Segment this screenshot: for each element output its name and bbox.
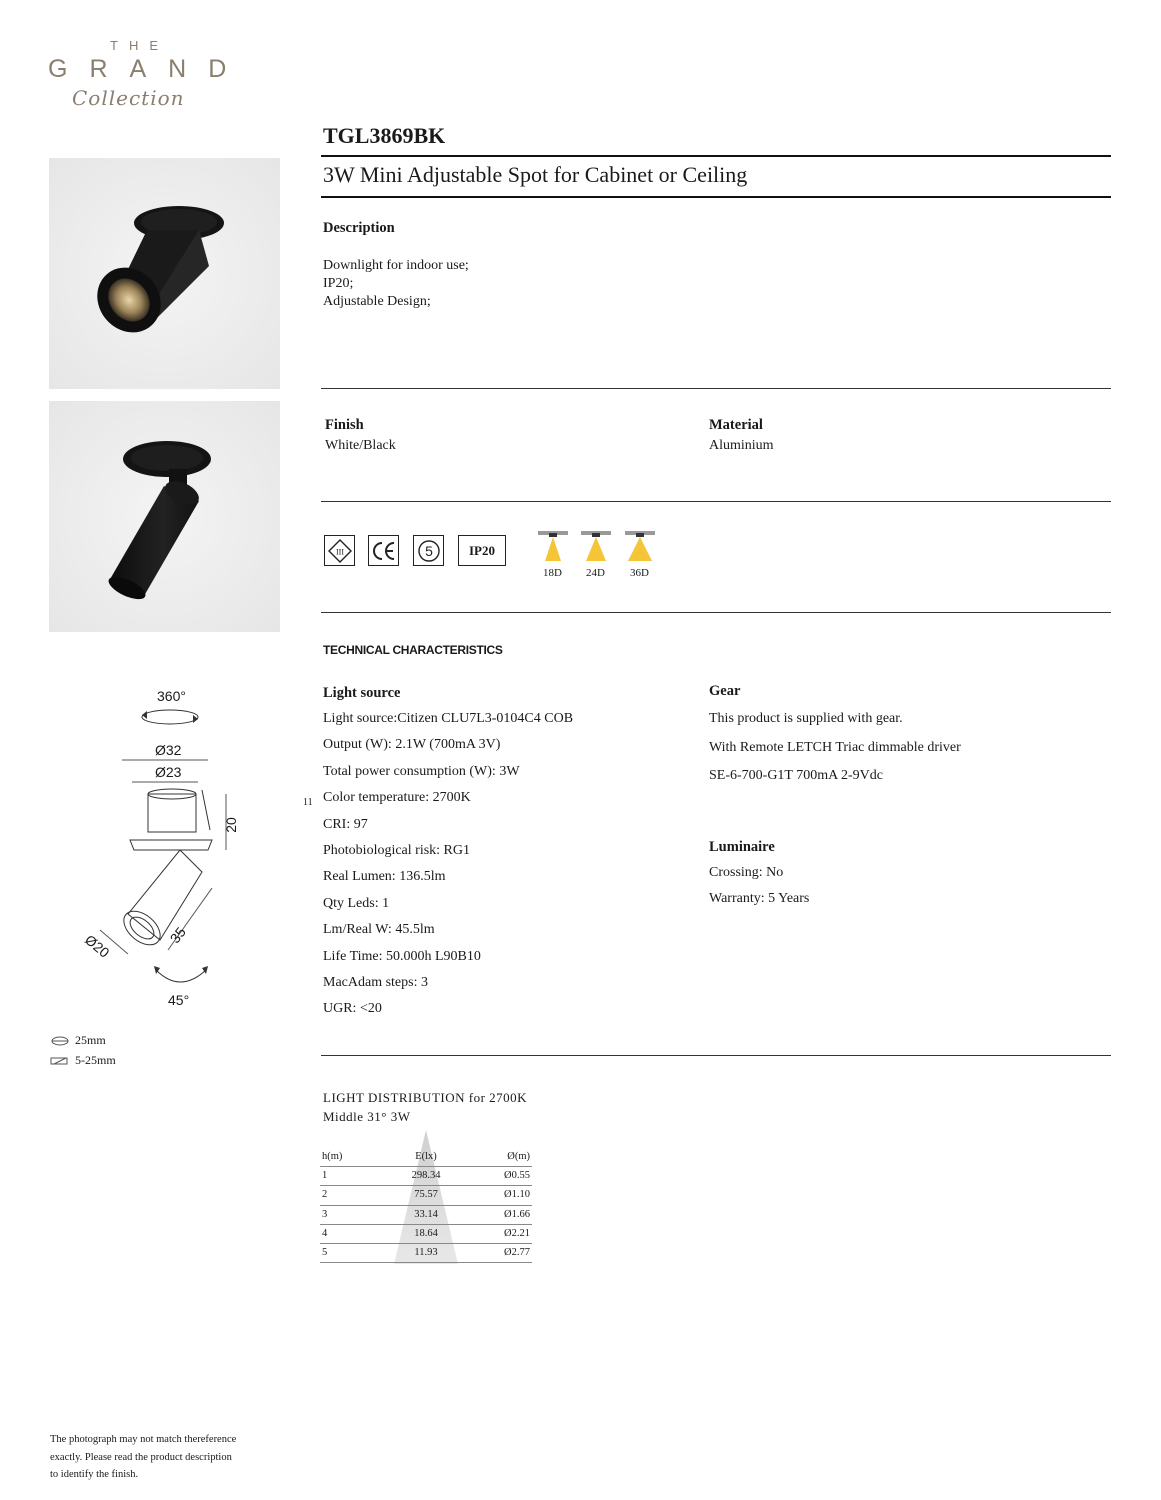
spec-list [323,706,573,1023]
beam-36d-icon [625,531,655,568]
class-iii-icon [324,535,355,566]
five-year-warranty-icon [413,535,444,566]
cutout-value: 25mm [75,1033,106,1047]
rotation-label: 360° [157,688,186,704]
product-code: TGL3869BK [323,123,446,148]
table-cell: 11.93 [414,1246,438,1258]
length-label: 35 [166,923,189,947]
spec-item: Total power consumption (W): 3W [323,763,520,779]
description-line: Downlight for indoor use; [323,258,469,273]
luminaire-label: Luminaire [709,839,775,855]
table-cell: 4 [322,1227,328,1239]
cutout-icon [50,1034,70,1052]
title-rule [321,155,1111,157]
description-label: Description [323,220,395,236]
description-line: IP20; [323,276,354,291]
ip20-badge: IP20 [458,535,506,566]
product-name: 3W Mini Adjustable Spot for Cabinet or Ceiling [323,162,748,187]
table-row [320,1167,532,1186]
logo-collection: Collection [72,86,185,110]
svg-text:III: III [335,547,344,556]
spec-item: Light source:Citizen CLU7L3-0104C4 COB [323,711,574,726]
table-row [320,1186,532,1205]
finish-label: Finish [325,417,364,433]
product-photo-front [49,158,280,389]
luminaire-item: Crossing: No [709,865,784,880]
material-label: Material [709,417,763,433]
disclaimer-line: exactly. Please read the product description [50,1451,232,1463]
gear-label: Gear [709,683,741,699]
spec-item: Real Lumen: 136.5lm [323,869,446,885]
luminaire-list [709,860,809,913]
product-photo-angle [49,401,280,632]
table-cell: 2 [322,1189,328,1201]
ce-mark-icon [368,535,399,566]
technical-heading: TECHNICAL CHARACTERISTICS [323,643,503,657]
table-cell: Ø2.77 [504,1246,530,1258]
disclaimer-line: The photograph may not match thereference [50,1434,237,1445]
table-header-row [320,1148,532,1167]
section-rule [321,501,1111,502]
tilt-label: 45° [168,992,190,1008]
table-cell: 3 [322,1208,328,1220]
table-cell: 75.57 [414,1189,438,1201]
light-source-label: Light source [323,685,401,701]
table-header: E(lx) [415,1151,437,1162]
table-row [320,1244,532,1263]
section-rule [321,388,1111,389]
gear-item: With Remote LETCH Triac dimmable driver [709,739,961,755]
distribution-title: LIGHT DISTRIBUTION for 2700K [323,1090,528,1105]
spec-item: Lm/Real W: 45.5lm [323,922,435,938]
photo-disclaimer [50,1431,270,1484]
spec-item: Qty Leds: 1 [323,895,390,911]
description-text [323,257,469,311]
spec-item: Life Time: 50.000h L90B10 [323,948,481,964]
dimension-drawing [60,682,300,1012]
spec-item: Output (W): 2.1W (700mA 3V) [323,737,501,753]
spotlight-angle-image [49,401,280,632]
ceiling-depth-value: 5-25mm [75,1053,116,1067]
table-cell: 18.64 [414,1227,438,1239]
table-cell: Ø1.10 [504,1189,530,1201]
spec-item: MacAdam steps: 3 [323,974,428,990]
spec-item: UGR: <20 [323,1001,382,1017]
distribution-table [320,1148,532,1263]
spec-item: CRI: 97 [323,816,368,832]
beam-label: 18D [543,567,562,579]
head-diameter-label: Ø20 [81,931,113,961]
svg-text:5: 5 [424,542,433,559]
description-line: Adjustable Design; [323,294,431,309]
ceiling-depth-icon [50,1054,70,1072]
logo-grand: GRAND [48,55,249,83]
beam-18d-icon [538,531,568,568]
inner-diameter-label: Ø23 [155,764,182,780]
outer-diameter-label: Ø32 [155,742,182,758]
height-label: 20 [222,817,239,833]
table-cell: Ø2.21 [504,1227,530,1239]
beam-label: 36D [630,567,649,579]
gear-item: SE-6-700-G1T 700mA 2-9Vdc [709,768,883,783]
logo-the: THE [110,38,169,53]
spotlight-front-image [49,158,280,389]
disclaimer-line: to identify the finish. [50,1469,139,1480]
table-header: Ø(m) [507,1151,530,1162]
section-rule [321,612,1111,613]
subtitle-rule [321,196,1111,198]
gear-list [709,706,961,792]
distribution-subtitle: Middle 31° 3W [323,1109,411,1124]
beam-24d-icon [581,531,611,568]
spec-item: Photobiological risk: RG1 [323,842,470,858]
material-value: Aluminium [709,438,774,453]
table-cell: 1 [322,1170,328,1182]
spec-item: Color temperature: 2700K [323,790,471,806]
page-number: 11 [303,797,313,808]
luminaire-item: Warranty: 5 Years [709,891,810,907]
table-cell: Ø0.55 [504,1170,530,1182]
table-cell: 5 [322,1246,328,1258]
table-header: h(m) [322,1151,343,1162]
table-row [320,1225,532,1244]
finish-value: White/Black [325,438,396,453]
beam-label: 24D [586,567,605,579]
section-rule [321,1055,1111,1056]
table-cell: 298.34 [411,1170,441,1182]
gear-item: This product is supplied with gear. [709,711,903,726]
table-cell: 33.14 [414,1208,438,1220]
table-row [320,1206,532,1225]
table-cell: Ø1.66 [504,1208,530,1220]
